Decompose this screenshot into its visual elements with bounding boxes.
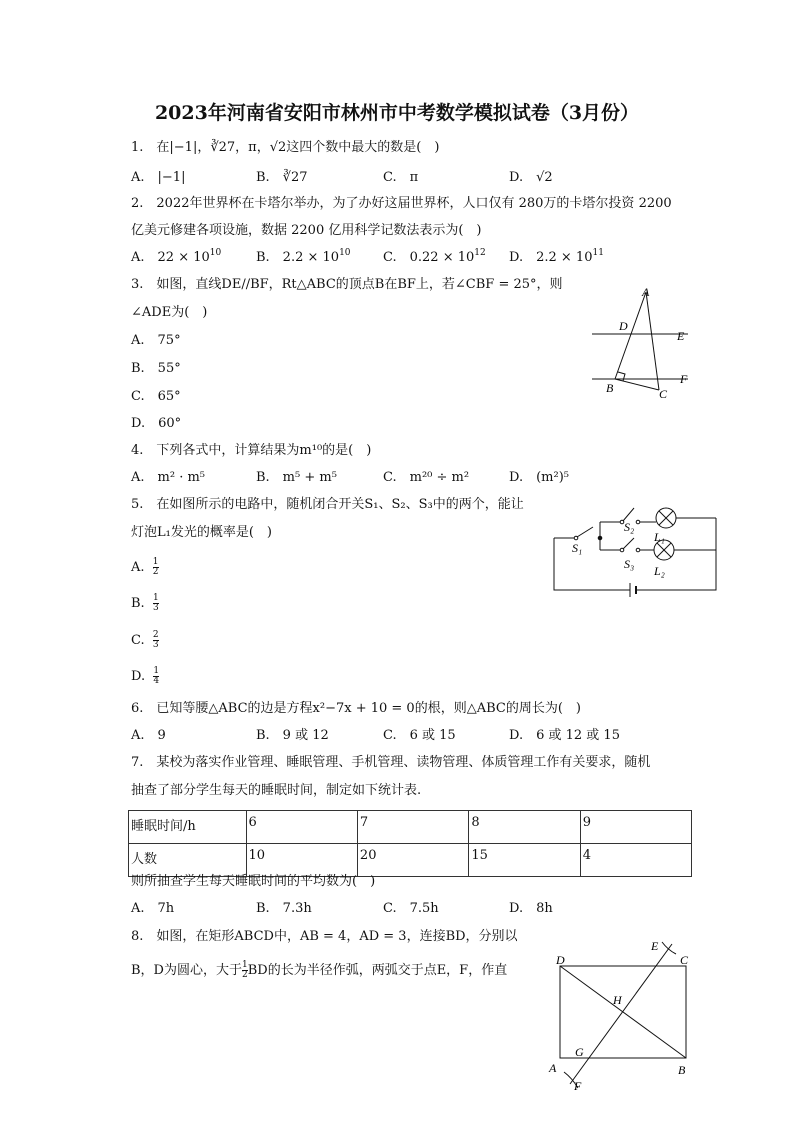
table-cell: 15 xyxy=(469,844,580,877)
table-cell: 睡眠时间/h xyxy=(129,811,247,844)
option-label: B. xyxy=(131,596,145,611)
question-6-option-a: A. 9 xyxy=(131,728,166,743)
question-2-option-a xyxy=(131,250,221,266)
question-4-option-d: D. (m²)⁵ xyxy=(509,470,569,485)
question-2-option-c xyxy=(383,250,486,266)
option-exponent: 12 xyxy=(474,248,486,258)
label-h: H xyxy=(613,993,622,1007)
option-label: A. xyxy=(131,560,145,575)
frac-den: 4 xyxy=(153,676,160,686)
question-7-option-d: D. 8h xyxy=(509,901,553,916)
question-5-stem-line2: 灯泡L₁发光的概率是( ) xyxy=(131,525,272,540)
question-6-option-b: B. 9 或 12 xyxy=(256,728,329,743)
label-s2: S₂ xyxy=(624,520,635,534)
table-row xyxy=(129,811,692,844)
label-l2: L₂ xyxy=(654,564,665,578)
question-5-stem-line1: 5. 在如图所示的电路中，随机闭合开关S₁、S₂、S₃中的两个，能让 xyxy=(131,497,524,512)
label-e: E xyxy=(651,939,659,953)
question-2-stem-line1: 2. 2022年世界杯在卡塔尔举办，为了办好这届世界杯，人口仅有 280万的卡塔尔投资 2200 xyxy=(131,196,672,211)
label-s3: S₃ xyxy=(624,557,635,571)
frac-num: 2 xyxy=(152,630,159,640)
question-8-stem-line1: 8. 如图，在矩形ABCD中，AB = 4，AD = 3，连接BD，分别以 xyxy=(131,929,518,944)
question-6-option-c: C. 6 或 15 xyxy=(383,728,456,743)
question-5-option-a xyxy=(131,558,159,577)
option-text: D. 2.2 × 10 xyxy=(509,250,593,265)
label-d: D xyxy=(619,319,628,333)
question-7-option-c: C. 7.5h xyxy=(383,901,439,916)
option-text: B. 2.2 × 10 xyxy=(256,250,340,265)
question-3-option-d: D. 60° xyxy=(131,416,182,431)
question-7-stem-line1: 7. 某校为落实作业管理、睡眠管理、手机管理、读物管理、体质管理工作有关要求，随机 xyxy=(131,755,651,770)
label-f: F xyxy=(680,372,688,386)
question-1-option-a: A. |−1| xyxy=(131,170,186,185)
table-cell: 4 xyxy=(580,844,691,877)
question-1-option-b: B. ∛27 xyxy=(256,170,308,185)
frac-num: 1 xyxy=(152,593,159,603)
option-text: C. 0.22 × 10 xyxy=(383,250,475,265)
question-1-stem: 1. 在|−1|，∛27，π，√2这四个数中最大的数是( ) xyxy=(131,140,440,155)
frac-num: 1 xyxy=(152,557,159,567)
question-5-option-d xyxy=(131,667,159,686)
frac-num: 1 xyxy=(153,666,160,676)
question-4-option-b: B. m⁵ + m⁵ xyxy=(256,470,337,485)
table-cell: 10 xyxy=(246,844,357,877)
frac-num: 1 xyxy=(241,960,248,970)
question-2-option-b xyxy=(256,250,351,266)
page-title: 2023年河南省安阳市林州市中考数学模拟试卷（3月份） xyxy=(154,102,640,124)
frac-den: 2 xyxy=(152,567,159,577)
label-d: D xyxy=(556,953,565,967)
option-exponent: 11 xyxy=(592,248,604,258)
label-f: F xyxy=(574,1079,582,1093)
label-s1: S₁ xyxy=(572,541,583,555)
question-3-stem-line1: 3. 如图，直线DE//BF，Rt△ABC的顶点B在BF上，若∠CBF = 25°，则 xyxy=(131,277,563,292)
label-c: C xyxy=(680,953,689,967)
frac-den: 3 xyxy=(152,640,159,650)
stem-part-a: B，D为圆心，大于 xyxy=(131,963,242,978)
question-5-option-c xyxy=(131,631,159,650)
question-8-stem-line2 xyxy=(131,961,507,980)
option-text: A. 22 × 10 xyxy=(131,250,210,265)
question-1-option-c: C. π xyxy=(383,170,419,185)
table-cell: 人数 xyxy=(129,844,247,877)
question-7-option-a: A. 7h xyxy=(131,901,175,916)
question-5-option-b xyxy=(131,594,159,613)
question-2-stem-line2: 亿美元修建各项设施，数据 2200 亿用科学记数法表示为( ) xyxy=(131,223,482,238)
table-row xyxy=(129,844,692,877)
question-7-after: 则所抽查学生每天睡眠时间的平均数为( ) xyxy=(131,874,376,889)
question-6-option-d: D. 6 或 12 或 15 xyxy=(509,728,620,743)
label-l1: L₁ xyxy=(654,530,665,544)
label-g: G xyxy=(575,1045,584,1059)
question-3-option-c: C. 65° xyxy=(131,389,181,404)
table-cell: 20 xyxy=(357,844,468,877)
sleep-statistics-table xyxy=(128,810,692,877)
question-7-option-b: B. 7.3h xyxy=(256,901,312,916)
question-1-option-d: D. √2 xyxy=(509,170,553,185)
table-cell: 9 xyxy=(580,811,691,844)
question-4-stem: 4. 下列各式中，计算结果为m¹⁰的是( ) xyxy=(131,443,372,458)
frac-den: 3 xyxy=(152,603,159,613)
question-7-stem-line2: 抽查了部分学生每天的睡眠时间，制定如下统计表. xyxy=(131,783,422,798)
question-3-option-b: B. 55° xyxy=(131,361,181,376)
table-cell: 7 xyxy=(357,811,468,844)
option-label: C. xyxy=(131,633,145,648)
option-label: D. xyxy=(131,669,146,684)
label-e: E xyxy=(677,329,685,343)
question-8-figure xyxy=(546,936,696,1094)
option-exponent: 10 xyxy=(339,248,351,258)
question-3-figure xyxy=(588,282,698,402)
question-3-option-a: A. 75° xyxy=(131,333,181,348)
label-b: B xyxy=(678,1063,686,1077)
label-a: A xyxy=(549,1061,557,1075)
table-cell: 6 xyxy=(246,811,357,844)
question-3-stem-line2: ∠ADE为( ) xyxy=(131,305,208,320)
stem-part-b: BD的长为半径作弧，两弧交于点E，F，作直 xyxy=(247,963,508,978)
question-5-circuit-figure xyxy=(548,500,720,600)
question-4-option-c: C. m²⁰ ÷ m² xyxy=(383,470,470,485)
frac-den: 2 xyxy=(241,970,248,980)
question-4-option-a: A. m² · m⁵ xyxy=(131,470,205,485)
option-exponent: 10 xyxy=(209,248,222,258)
label-c: C xyxy=(659,387,668,401)
label-a: A xyxy=(642,285,650,299)
question-2-option-d xyxy=(509,250,604,266)
question-6-stem: 6. 已知等腰△ABC的边是方程x²−7x + 10 = 0的根，则△ABC的周长为( ) xyxy=(131,701,581,716)
table-cell: 8 xyxy=(469,811,580,844)
label-b: B xyxy=(606,381,614,395)
